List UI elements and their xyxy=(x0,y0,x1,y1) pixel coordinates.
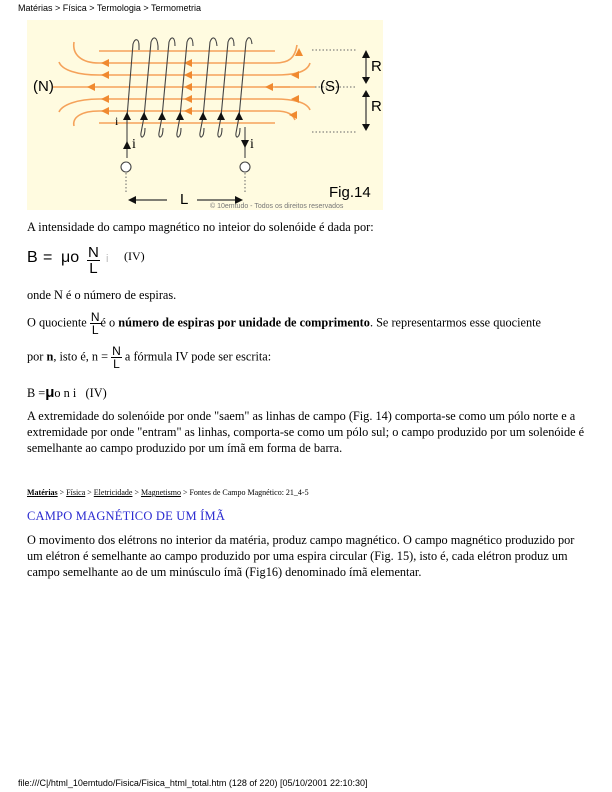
label-current-left: i xyxy=(132,137,136,152)
section-body: O movimento dos elétrons no interior da matéria, produz campo magnético. O campo magnético produzido por um elétron é semelhante ao campo produzido por uma espira circular (Fig. 15), isto é, cada elétron produz um campo semelhante ao de um minúsculo ímã (Fig16) denominado ímã elementar. xyxy=(27,533,575,579)
quociente-paragraph: O quociente $\frac{N}{L}$ é o número de espiras por unidade de comprimento. Se representarmos esse quociente xyxy=(27,310,542,337)
nav-link-eletricidade[interactable]: Eletricidade xyxy=(93,488,133,497)
fraction-n-over-l: $\frac{N}{L}$ xyxy=(112,344,121,371)
intro-paragraph: A intensidade do campo magnético no inteior do solenóide é dada por: xyxy=(27,220,374,234)
formula-i: i xyxy=(106,253,109,265)
label-r-top: R xyxy=(371,58,382,75)
formula-equals: = xyxy=(43,249,53,266)
section-breadcrumb: Matérias > Física > Eletricidade > Magnetismo > Fontes de Campo Magnético: 21_4-5 xyxy=(27,488,309,497)
formula-b: B xyxy=(27,249,38,266)
page-footer-path: file:///C|/html_10emtudo/Fisica/Fisica_html_total.htm (128 of 220) [05/10/2001 22:10:30] xyxy=(18,778,368,788)
nav-link-materias[interactable]: Matérias xyxy=(27,488,58,497)
onde-paragraph: onde N é o número de espiras. xyxy=(27,288,177,302)
label-r-bottom: R xyxy=(371,98,382,115)
fraction-n-over-l: $\frac{N}{L}$ xyxy=(88,244,99,277)
nav-link-fisica[interactable]: Física xyxy=(66,488,86,497)
fraction-n-over-l: $\frac{N}{L}$ xyxy=(90,310,100,337)
label-north: (N) xyxy=(33,78,54,95)
nav-link-magnetismo[interactable]: Magnetismo xyxy=(140,488,181,497)
por-n-paragraph: por n, isto é, n = $\frac{N}{L}$ a fórmula IV pode ser escrita: xyxy=(27,344,272,371)
nav-current: Fontes de Campo Magnético: 21_4-5 xyxy=(189,488,309,497)
figure-copyright: © 10emtudo - Todos os direitos reservados xyxy=(210,203,344,210)
label-current-inner: i xyxy=(115,114,119,128)
section-title: CAMPO MAGNÉTICO DE UM ÍMÃ xyxy=(27,509,226,523)
mu-symbol: μ xyxy=(45,384,55,401)
label-current-right: i xyxy=(250,137,254,152)
solenoid-figure xyxy=(27,20,383,210)
formula-mu: μo xyxy=(61,249,80,266)
label-length: L xyxy=(180,191,189,208)
extremidade-paragraph: A extremidade do solenóide por onde "saem" as linhas de campo (Fig. 14) comporta-se como um pólo norte e a extremidade por onde "entram" as linhas, comporta-se como um pólo sul; o campo produzido por um solenóide é semelhante ao campo produzido por um ímã em forma de barra. xyxy=(27,409,585,455)
page-header-breadcrumb: Matérias > Física > Termologia > Termometria xyxy=(18,3,201,13)
bold-term: número de espiras por unidade de comprimento xyxy=(118,315,370,330)
formula-tag: (IV) xyxy=(124,249,145,263)
label-south: (S) xyxy=(320,78,340,95)
figure-caption: Fig.14 xyxy=(329,184,371,201)
formula-iv-short: B =μo n i (IV) xyxy=(27,384,107,401)
